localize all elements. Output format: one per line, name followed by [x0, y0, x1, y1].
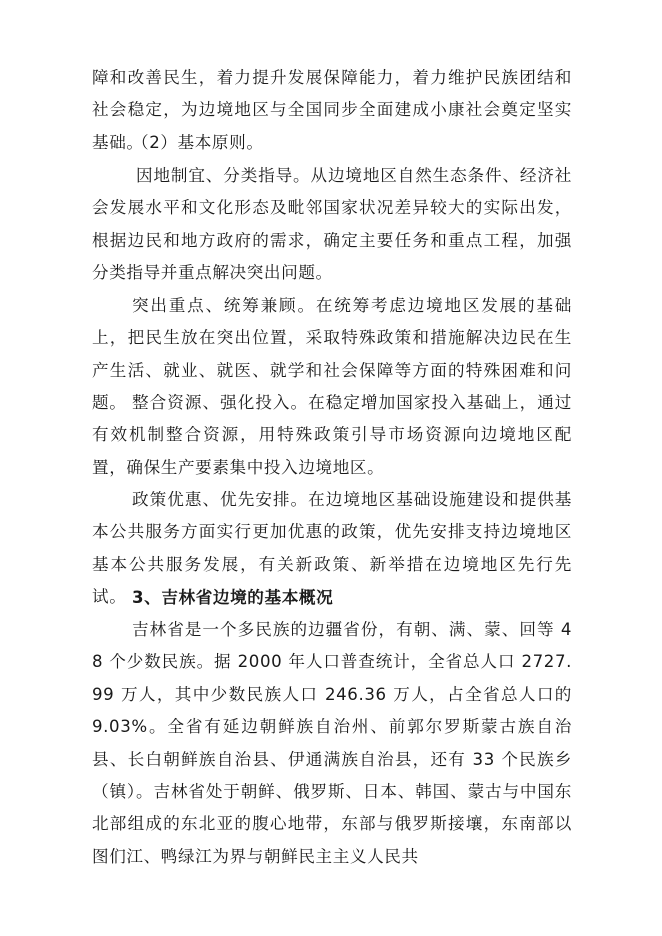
paragraph-principle-4: 政策优惠、优先安排。在边境地区基础设施建设和提供基本公共服务方面实行更加优惠的政策，优先安排支持边境地区基本公共服务发展，有关新政策、新举措在边境地区先行先试。 — [92, 490, 572, 607]
paragraph-jilin-overview: 吉林省是一个多民族的边疆省份，有朝、满、蒙、回等 48 个少数民族。据 2000 年人口普查统计，全省总人口 2727.99 万人，其中少数民族人口 246.36 万人，占全省总人口的 9.03%。全省有延边朝鲜族自治州、前郭尔罗斯蒙古族自治县、长白朝鲜族自治县、伊通满族自治县，还有 33 个民族乡（镇）。吉林省处于朝鲜、俄罗斯、日本、韩国、蒙古与中国东北部组成的东北亚的腹心地带，东部与俄罗斯接壤，东南部以图们江、鸭绿江为界与朝鲜民主主义人民共 — [92, 620, 572, 866]
paragraph-intro: 障和改善民生，着力提升发展保障能力，着力维护民族团结和社会稳定，为边境地区与全国同步全面建成小康社会奠定坚实基础。 — [92, 68, 572, 152]
subheading-basic-principles: （2）基本原则。 — [132, 133, 264, 152]
paragraph-principle-2: 突出重点、统筹兼顾。在统筹考虑边境地区发展的基础上，把民生放在突出位置，采取特殊政策和措施解决边民在生产生活、就业、就医、就学和社会保障等方面的特殊困难和问题。 — [92, 296, 572, 413]
paragraph-principle-3: 整合资源、强化投入。在稳定增加国家投入基础上，通过有效机制整合资源，用特殊政策引导市场资源向边境地区配置，确保生产要素集中投入边境地区。 — [92, 393, 572, 477]
section-heading-3: 3、吉林省边境的基本概况 — [132, 588, 334, 607]
paragraph-principle-1: 因地制宜、分类指导。从边境地区自然生态条件、经济社会发展水平和文化形态及毗邻国家状况差异较大的实际出发，根据边民和地方政府的需求，确定主要任务和重点工程，加强分类指导并重点解决突出问题。 — [92, 166, 572, 283]
